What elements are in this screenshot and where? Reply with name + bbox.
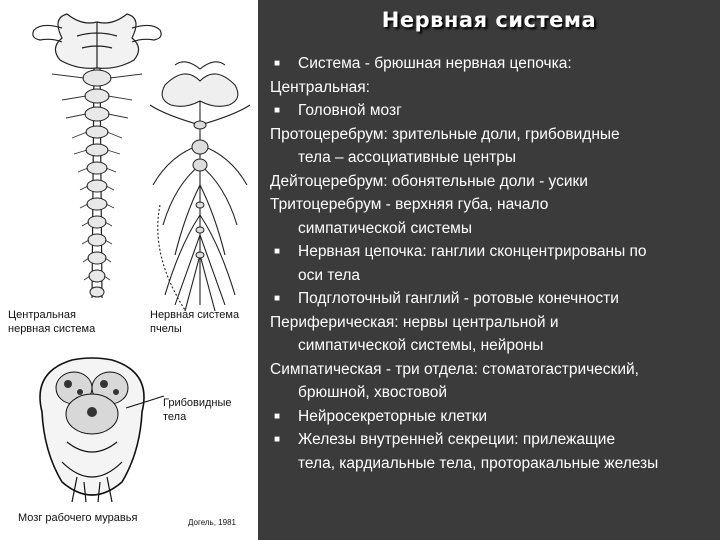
continuation-line — [262, 146, 718, 170]
line-text: Протоцеребрум: зрительные доли, грибовидные — [270, 125, 620, 143]
line-text: Центральная: — [270, 78, 370, 96]
source-caption: Догель, 1981 — [188, 518, 236, 527]
bullet-icon: ■ — [274, 293, 281, 304]
bullet-line — [262, 405, 718, 429]
line-text: Система - брюшная нервная цепочка: — [298, 55, 572, 72]
line-text: симпатической системы, нейроны — [298, 337, 544, 354]
text-line — [262, 76, 718, 100]
mushroom-bodies-pointer — [126, 392, 166, 412]
bullet-icon: ■ — [274, 246, 281, 257]
text-line — [262, 358, 718, 382]
line-text: Тритоцеребрум - верхняя губа, начало — [270, 196, 549, 213]
content-text — [262, 52, 718, 475]
bee-nervous-system-illustration — [145, 55, 255, 315]
line-text: Периферическая: нервы центральной и — [270, 313, 559, 331]
line-text: тела – ассоциативные центры — [298, 149, 517, 166]
line-text: Подглоточный ганглий - ротовые конечности — [298, 290, 619, 307]
line-text: оси тела — [298, 266, 361, 284]
line-text: брюшной, хвостовой — [298, 384, 448, 401]
continuation-line — [262, 381, 718, 405]
line-text: симпатической системы — [298, 219, 472, 237]
bullet-icon: ■ — [274, 410, 281, 422]
slide-title: Нервная система — [381, 8, 597, 32]
line-text: тела, кардиальные тела, проторакальные железы — [298, 454, 659, 472]
bullet-line — [262, 52, 718, 76]
illustration-panel — [0, 0, 258, 540]
line-text: Головной мозг — [298, 102, 402, 119]
mushroom-bodies-caption: Грибовидные тела — [163, 397, 232, 424]
bullet-line — [262, 240, 718, 264]
text-line — [262, 170, 718, 194]
ant-brain-caption: Мозг рабочего муравья — [18, 512, 138, 524]
continuation-line — [262, 452, 718, 476]
central-nervous-system-caption: Центральная нервная система — [8, 309, 96, 336]
line-text: Нейросекреторные клетки — [298, 407, 488, 425]
text-line — [262, 193, 718, 217]
bullet-icon: ■ — [274, 58, 281, 69]
line-text: Дейтоцеребрум: обонятельные доли - усики — [270, 172, 588, 190]
line-text: Железы внутренней секреции: прилежащие — [298, 431, 616, 448]
continuation-line — [262, 217, 718, 241]
line-text: Симпатическая - три отдела: стоматогастрический, — [270, 360, 639, 378]
text-line — [262, 123, 718, 147]
bullet-icon: ■ — [274, 434, 281, 445]
bullet-line — [262, 287, 718, 311]
bullet-line — [262, 428, 718, 452]
continuation-line — [262, 334, 718, 358]
bullet-line — [262, 99, 718, 123]
ant-brain-illustration — [22, 352, 162, 512]
bullet-icon: ■ — [274, 105, 281, 116]
text-line — [262, 311, 718, 335]
continuation-line — [262, 264, 718, 288]
line-text: Нервная цепочка: ганглии сконцентрированы по — [298, 243, 647, 260]
bee-nervous-system-caption: Нервная система пчелы — [150, 309, 240, 336]
